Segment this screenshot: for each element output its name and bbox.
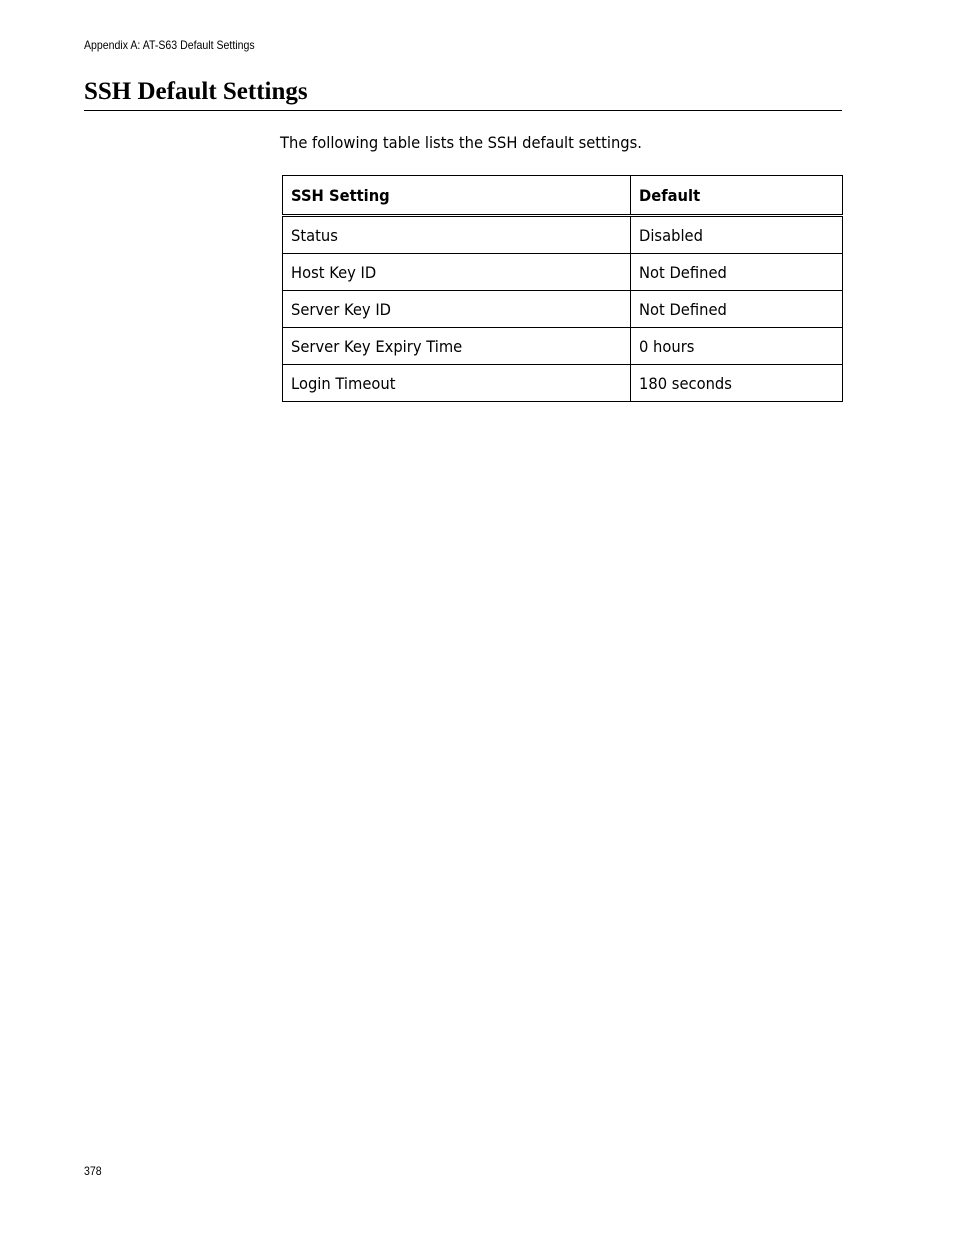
setting-cell	[283, 254, 631, 291]
setting-cell	[283, 291, 631, 328]
table-row	[283, 216, 843, 254]
column-header-setting	[283, 176, 631, 216]
setting-name: Status	[291, 225, 338, 245]
default-cell	[631, 365, 843, 402]
running-header: Appendix A: AT-S63 Default Settings	[84, 38, 255, 52]
ssh-settings-table	[282, 175, 843, 402]
default-cell	[631, 328, 843, 365]
column-header-setting-label: SSH Setting	[291, 185, 390, 205]
default-value: 0 hours	[639, 336, 695, 356]
default-value: Disabled	[639, 225, 703, 245]
default-cell	[631, 254, 843, 291]
title-rule	[84, 110, 842, 111]
setting-name: Server Key ID	[291, 299, 391, 319]
section-title: SSH Default Settings	[84, 78, 308, 105]
default-value: Not Defined	[639, 262, 727, 282]
page-number: 378	[84, 1164, 102, 1178]
default-cell	[631, 291, 843, 328]
intro-paragraph: The following table lists the SSH default settings.	[280, 133, 642, 152]
setting-name: Login Timeout	[291, 373, 396, 393]
table-header-row	[283, 176, 843, 216]
table-row	[283, 291, 843, 328]
default-cell	[631, 216, 843, 254]
column-header-default-label: Default	[639, 185, 701, 205]
table-row	[283, 254, 843, 291]
setting-cell	[283, 216, 631, 254]
table-row	[283, 365, 843, 402]
default-value: 180 seconds	[639, 373, 732, 393]
default-value: Not Defined	[639, 299, 727, 319]
table-row	[283, 328, 843, 365]
column-header-default	[631, 176, 843, 216]
setting-cell	[283, 328, 631, 365]
setting-cell	[283, 365, 631, 402]
setting-name: Server Key Expiry Time	[291, 336, 463, 356]
setting-name: Host Key ID	[291, 262, 377, 282]
